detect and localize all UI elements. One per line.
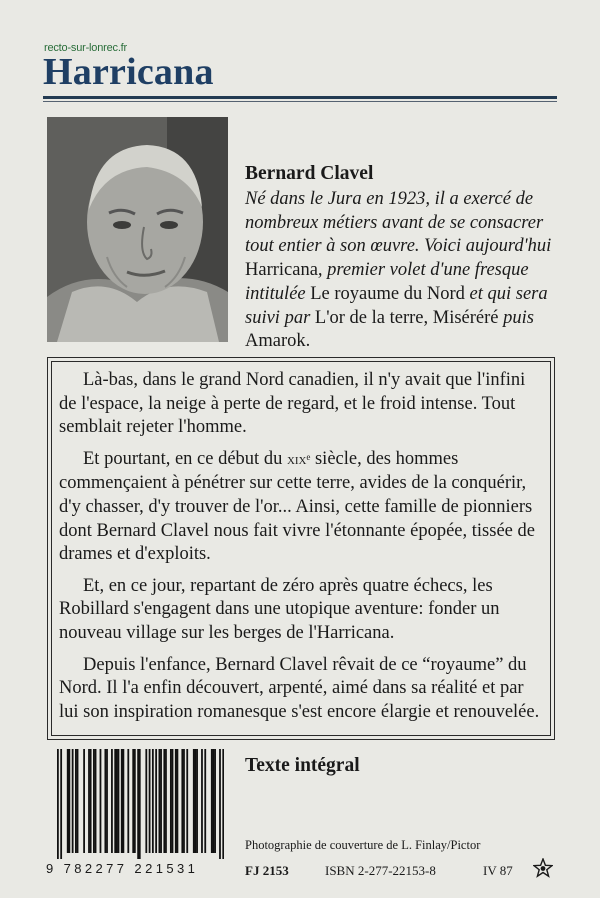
bio-segment: Né dans le Jura en 1923, il a exercé de nombreux métiers avant de se consacrer tout entier à son œuvre. Voici aujourd'hui [245,189,552,257]
barcode-bar [104,749,106,853]
barcode-digits: 9 782277 221531 [46,861,199,876]
barcode-bar [214,749,216,853]
barcode-bar [118,749,120,853]
barcode-bar [127,749,129,853]
barcode-bar [155,749,157,853]
bio-segment: Le royaume du Nord [310,283,465,304]
edition-label: Texte intégral [245,755,360,776]
author-name: Bernard Clavel [245,163,374,184]
author-photo [47,117,228,342]
barcode-bar [93,749,95,853]
barcode-bar [163,749,165,853]
series-code: FJ 2153 [245,863,289,878]
watermark: recto-sur-lonrec.fr [44,42,127,54]
barcode-bar [139,749,141,859]
barcode-bar [193,749,195,853]
barcode-bar [213,749,215,853]
blurb-paragraph: Et, en ce jour, repartant de zéro après quatre échecs, les Robillard s'engagent dans une utopique aventure: fonder un nouveau village sur les berges de l'Harricana. [59,575,500,643]
blurb-paragraph: Depuis l'enfance, Bernard Clavel rêvait de ce “royaume” du Nord. Il l'a enfin découvert, arpenté, aimé dans sa réalité et par lui son inspiration romanesque s'est encore élargie et renouvelée. [59,654,540,722]
photo-credit: Photographie de couverture de L. Finlay/Pictor [245,838,481,852]
author-bio [245,188,565,354]
bio-segment: Amarok. [245,331,311,352]
barcode-bar [170,749,172,853]
barcode-bar [75,749,77,853]
barcode-bar [137,749,139,859]
title-rule-thick [43,96,557,99]
blurb-text-span: Et pourtant, en ce début du [83,448,287,469]
blurb-paragraph [59,448,545,567]
bio-segment: L'or de la terre, Miséréré [314,307,499,328]
barcode-bar [68,749,70,853]
barcode-bar [72,749,74,853]
title-rule-thin [43,101,557,102]
barcode-bar [90,749,92,853]
barcode [57,749,224,859]
barcode-bar [77,749,79,853]
barcode-bar [145,749,147,853]
barcode-bar [165,749,167,853]
barcode-bar [121,749,123,853]
barcode-bar [222,749,224,859]
book-title: Harricana [43,51,214,93]
bio-segment: Harricana [245,260,318,281]
barcode-bar [201,749,203,853]
barcode-bar [181,749,183,853]
bio-segment: puis [498,307,534,328]
author-portrait-illustration [47,117,228,342]
barcode-bar [67,749,69,853]
barcode-bar [172,749,174,853]
bio-segment: , premier volet d'une fresque intitulée [245,260,529,304]
barcode-bar [100,749,102,853]
blurb-text-span: siècle, des hommes commençaient à pénétrer sur cette terre, avides de la conquérir, d'y chasser, d'y trouver de l'or... Ainsi, cette famille de pionniers dont Bernard Clavel nous fait vivre l'étonnante épopée, tissée de drames et d'exploits. [59,448,535,565]
blurb-text [59,369,545,732]
barcode-bar [186,749,188,853]
barcode-bar [175,749,177,853]
barcode-bar [183,749,185,853]
barcode-bar [57,749,59,859]
print-code: IV 87 [483,863,513,878]
barcode-bar [219,749,221,859]
barcode-bar [195,749,197,853]
barcode-bar [196,749,198,853]
barcode-bar [114,749,116,853]
isbn: ISBN 2-277-22153-8 [325,863,436,878]
barcode-bar [134,749,136,853]
barcode-bar [111,749,113,853]
publisher-star-logo-icon [533,858,553,878]
barcode-bar [122,749,124,853]
barcode-bar [211,749,213,853]
barcode-bar [159,749,161,853]
barcode-bar [83,749,85,853]
century-numeral: xixᵉ [286,451,311,468]
barcode-bar [152,749,154,853]
barcode-bar [149,749,151,853]
barcode-bar [177,749,179,853]
bio-segment: et qui sera suivi par [245,283,548,328]
barcode-bar [106,749,108,853]
barcode-bar [88,749,90,853]
blurb-paragraph: Là-bas, dans le grand Nord canadien, il n'y avait que l'infini de l'espace, la neige à perte de regard, et le froid intense. Tout semblait rejeter l'homme. [59,370,526,438]
barcode-bar [132,749,134,853]
barcode-bar [160,749,162,853]
barcode-bar [204,749,206,853]
barcode-bar [116,749,118,853]
barcode-bar [60,749,62,859]
barcode-bar [95,749,97,853]
